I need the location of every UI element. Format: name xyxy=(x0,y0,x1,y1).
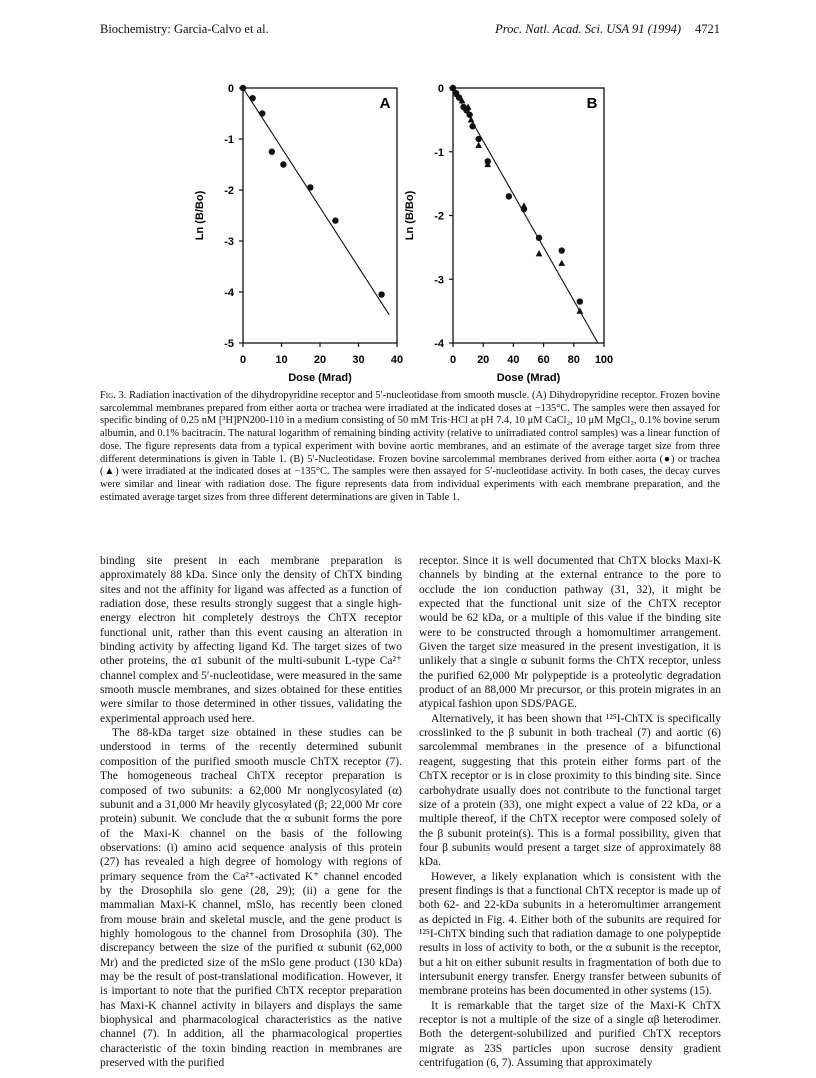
page-header xyxy=(100,22,720,42)
citation-text: Proc. Natl. Acad. Sci. USA 91 (1994) xyxy=(495,22,681,36)
x-tick-label: 30 xyxy=(352,354,365,366)
x-tick-label: 40 xyxy=(390,354,404,366)
data-point-circle xyxy=(378,291,384,297)
x-tick-label: 0 xyxy=(239,354,247,366)
chart-a-svg xyxy=(195,78,425,388)
paragraph: However, a likely explanation which is consistent with the present findings is that a functional ChTX receptor is made up of both 62- and 22-kDa subunits in a heteromultimer arrangement as depicted in Fig. 4. Either both of the subunits are required for ¹²⁵I-ChTX binding such that radiation damage to one polypeptide results in loss of activity to both, or the α subunit is the receptor, but a hit on either subunit results in fragmentation of both due to intersubunit energy transfer. Energy transfer between subunits of membrane proteins has been documented in other systems (15). xyxy=(419,870,721,998)
x-axis-label: Dose (Mrad) xyxy=(288,372,352,384)
data-point-circle xyxy=(280,161,286,167)
data-point-circle xyxy=(269,149,275,155)
paragraph: Alternatively, it has been shown that ¹²⁵I-ChTX is specifically crosslinked to the β subunit in both tracheal (7) and aortic (6) sarcolemmal membranes in the presence of a bifunctional reagent, suggesting that this protein either forms part of the ChTX receptor or is in close proximity to this binding site. Since carbohydrate usually does not contribute to the functional target size of a protein (33), one might expect a value of 22 kDa, or a multiple thereof, if the ChTX receptor were composed solely of the β subunit protein(s). This is a formal possibility, given that four β subunits would present a target size of approximately 88 kDa. xyxy=(419,712,721,869)
chart-b-svg xyxy=(405,78,635,388)
data-point-circle xyxy=(536,235,542,241)
y-tick-label: -3 xyxy=(224,236,234,248)
journal-running-head: Biochemistry: Garcia-Calvo et al. xyxy=(100,22,269,36)
y-tick-label: -3 xyxy=(434,274,444,287)
paragraph: binding site present in each membrane preparation is approximately 88 kDa. Since only the density of ChTX binding sites and not the affinity for ligand was affected as a function of radiation dose, these results strongly suggest that a single high-energy electron hit completely destroys the ChTX receptor functional unit, rather than this event causing an alteration in binding activity by affecting ligand Kd. The target sizes of two other proteins, the α1 subunit of the multi-subunit L-type Ca²⁺ channel complex and 5′-nucleotidase, were measured in the same smooth muscle membranes, and sizes obtained for these entities were similar to those determined in other tissues, validating the experimental approach used here. xyxy=(100,555,402,725)
data-point-circle xyxy=(307,184,313,190)
figure-caption xyxy=(100,390,720,504)
data-point-circle xyxy=(506,193,512,199)
figure-label: Fig. 3. xyxy=(100,390,127,401)
data-point-triangle xyxy=(558,260,565,266)
journal-citation xyxy=(495,22,720,37)
panel-label: B xyxy=(586,95,598,112)
x-tick-label: 80 xyxy=(567,354,580,366)
figure-panel-a xyxy=(195,78,425,388)
x-axis-label: Dose (Mrad) xyxy=(496,372,561,384)
y-tick-label: 0 xyxy=(437,83,444,95)
y-tick-label: -2 xyxy=(434,210,444,223)
y-tick-label: -5 xyxy=(224,338,234,350)
paragraph: The 88-kDa target size obtained in these studies can be understood in terms of the recently determined subunit composition of the purified smooth muscle ChTX receptor (7). The homogeneous tracheal ChTX receptor preparation is composed of two subunits: a 62,000 Mr nonglycosylated (α) subunit and a 31,000 Mr heavily glycosylated (β; 22,000 Mr core protein) subunit. We conclude that the α subunit forms the pore of the Maxi-K channel on the basis of the following observations: (i) amino acid sequence analysis of this protein (27) has revealed a high degree of homology with regions of primary sequence from the Ca²⁺-activated K⁺ channel encoded by the Drosophila slo gene (28, 29); (ii) a gene for the mammalian Maxi-K channel, mSlo, has recently been cloned from mouse brain and skeletal muscle, and the gene product is highly homologous to the channel from Drosophila (30). The discrepancy between the size of the purified α subunit (62,000 Mr) and the predicted size of the mSlo gene product (130 kDa) may be the result of post-translational modification. However, it is important to note that the purified ChTX receptor preparation has Maxi-K channel activity in bilayers and displays the same biophysical and pharmacological characteristics as the native channel (7). In addition, all the pharmacological properties characteristic of the toxin binding reaction in membranes are preserved with the purified xyxy=(100,727,402,1070)
data-point-triangle xyxy=(475,142,482,148)
fit-line xyxy=(243,88,389,315)
x-tick-label: 20 xyxy=(313,354,327,366)
x-tick-label: 100 xyxy=(594,354,614,366)
data-point-circle xyxy=(475,136,481,142)
y-tick-label: 0 xyxy=(227,83,234,95)
data-point-circle xyxy=(577,298,583,304)
y-tick-label: -1 xyxy=(224,134,234,146)
data-point-circle xyxy=(559,247,565,253)
x-tick-label: 20 xyxy=(477,354,490,366)
y-axis-label: Ln (B/Bo) xyxy=(194,190,206,241)
data-point-circle xyxy=(466,112,472,118)
paragraph: receptor. Since it is well documented that ChTX blocks Maxi-K channels by binding at the external entrance to the pore to occlude the ion conduction pathway (31, 32), it might be expected that the functional unit size of the ChTX receptor would be 62 kDa, or a multiple of this value if the binding site were to be constructed through a homomultimer arrangement. Given the target size measured in the present investigation, it is unlikely that a single α subunit forms the ChTX receptor, unless the purified 62,000 Mr polypeptide is a proteolytic degradation product of an 88,000 Mr precursor, or this protein migrates in an atypical fashion upon SDS/PAGE. xyxy=(419,555,721,711)
paragraph: It is remarkable that the target size of the Maxi-K ChTX receptor is not a multiple of the size of a single αβ heterodimer. Both the detergent-solubilized and purified ChTX receptors migrate as 23S particles upon sucrose density gradient centrifugation (6, 7). Assuming that approximately xyxy=(419,999,721,1070)
left-column xyxy=(100,554,402,1070)
data-point-circle xyxy=(469,123,475,129)
data-point-circle xyxy=(249,95,255,101)
data-point-circle xyxy=(332,217,338,223)
figure-caption-text: Radiation inactivation of the dihydropyridine receptor and 5′-nucleotidase from smooth muscle. (A) Dihydropyridine receptor. Frozen bovine sarcolemmal membranes prepared from either aorta or trachea were irradiated at the indicated doses at −135°C. The samples were then assayed for specific binding of 0.25 nM [³H]PN200-110 in a medium consisting of 50 mM Tris·HCl at pH 7.4, 10 μM CaCl₂, 10 μM MgCl₂, 0.1% bovine serum albumin, and 0.1% bacitracin. The natural logarithm of remaining binding activity (relative to unirradiated control samples) was a linear function of dose. The figure represents data from a typical experiment with bovine aortic membranes, and an estimate of the average target size from three different determinations is given in Table 1. (B) 5′-Nucleotidase. Frozen bovine sarcolemmal membranes derived from either aorta (●) or trachea (▲) were irradiated at the indicated doses at −135°C. The samples were then assayed for 5′-nucleotidase activity. In both cases, the decay curves were similar and linear with radiation dose. The figure represents data from individual experiments with each membrane preparation, and the estimated average target sizes from three different determinations are given in Table 1. xyxy=(100,390,720,503)
figure-panel-b xyxy=(405,78,635,388)
data-point-triangle xyxy=(521,202,528,208)
plot-frame xyxy=(243,88,397,343)
y-tick-label: -2 xyxy=(224,185,234,197)
data-point-circle xyxy=(259,110,265,116)
y-tick-label: -1 xyxy=(434,146,444,159)
page-number: 4721 xyxy=(695,22,720,36)
y-tick-label: -4 xyxy=(224,287,234,299)
data-point-circle xyxy=(240,85,246,91)
x-tick-label: 10 xyxy=(275,354,288,366)
x-tick-label: 0 xyxy=(449,354,457,366)
x-tick-label: 40 xyxy=(507,354,520,366)
y-tick-label: -4 xyxy=(434,338,444,350)
x-tick-label: 60 xyxy=(537,354,550,366)
data-point-triangle xyxy=(576,308,583,314)
panel-label: A xyxy=(379,95,391,112)
right-column xyxy=(419,554,721,1070)
data-point-triangle xyxy=(536,250,543,256)
y-axis-label: Ln (B/Bo) xyxy=(404,190,416,241)
